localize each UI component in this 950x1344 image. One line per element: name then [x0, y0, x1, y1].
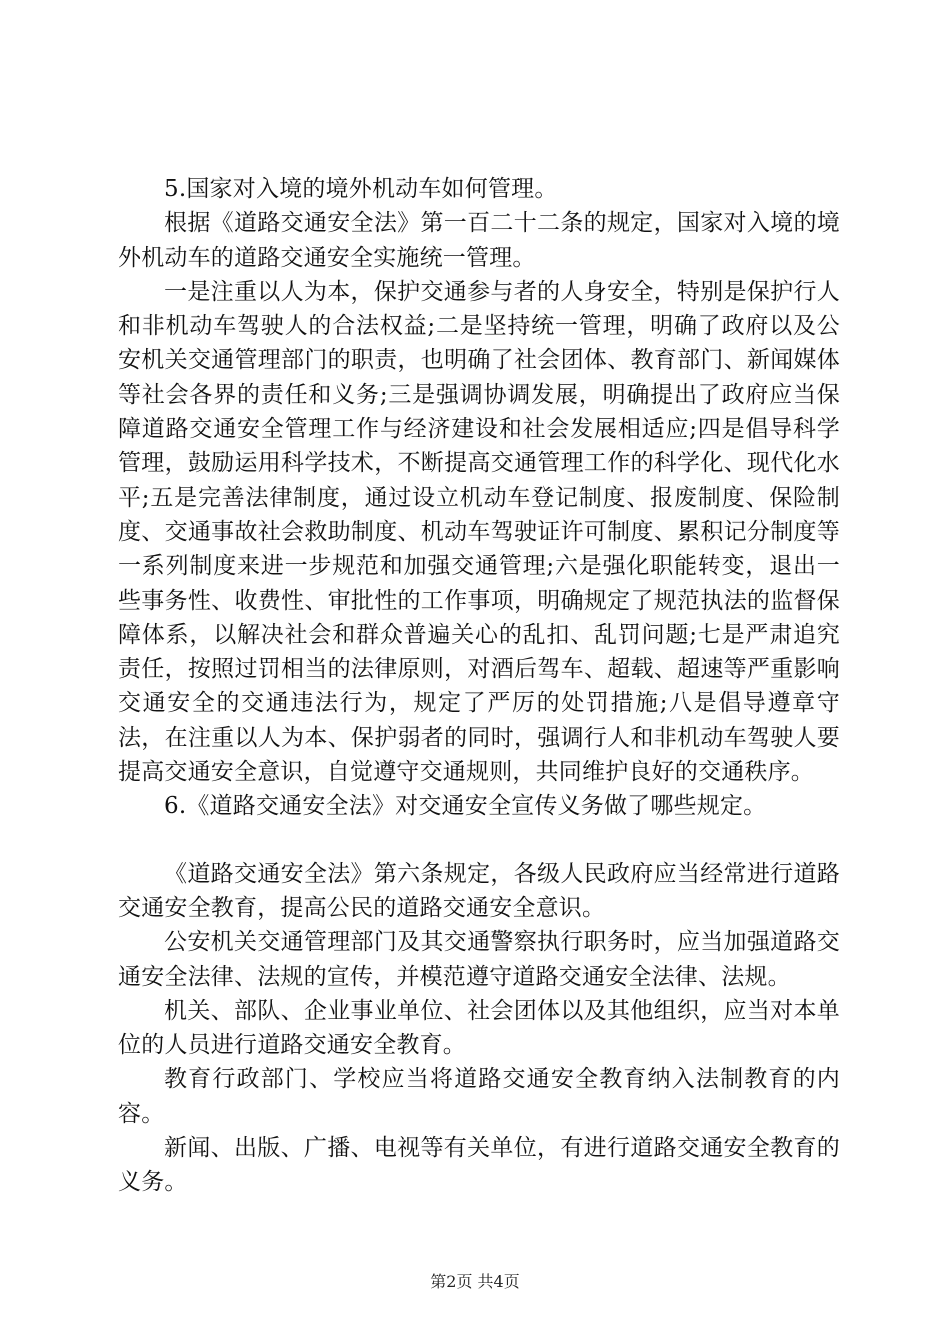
- answer-paragraph: 公安机关交通管理部门及其交通警察执行职务时，应当加强道路交通安全法律、法规的宣传，并模范遵守道路交通安全法律、法规。: [118, 929, 840, 990]
- answer-paragraph: 新闻、出版、广播、电视等有关单位，有进行道路交通安全教育的义务。: [118, 1135, 840, 1196]
- answer-paragraph: 根据《道路交通安全法》第一百二十二条的规定，国家对入境的境外机动车的道路交通安全实施统一管理。: [118, 210, 840, 271]
- answer-paragraph: 一是注重以人为本，保护交通参与者的人身安全，特别是保护行人和非机动车驾驶人的合法权益;二是坚持统一管理，明确了政府以及公安机关交通管理部门的职责，也明确了社会团体、教育部门、新闻媒体等社会各界的责任和义务;三是强调协调发展，明确提出了政府应当保障道路交通安全管理工作与经济建设和社会发展相适应;四是倡导科学管理，鼓励运用科学技术，不断提高交通管理工作的科学化、现代化水平;五是完善法律制度，通过设立机动车登记制度、报废制度、保险制度、交通事故社会救助制度、机动车驾驶证许可制度、累积记分制度等一系列制度来进一步规范和加强交通管理;六是强化职能转变，退出一些事务性、收费性、审批性的工作事项，明确规定了规范执法的监督保障体系，以解决社会和群众普遍关心的乱扣、乱罚问题;七是严肃追究责任，按照过罚相当的法律原则，对酒后驾车、超载、超速等严重影响交通安全的交通违法行为，规定了严厉的处罚措施;八是倡导遵章守法，在注重以人为本、保护弱者的同时，强调行人和非机动车驾驶人要提高交通安全意识，自觉遵守交通规则，共同维护良好的交通秩序。: [118, 278, 840, 786]
- answer-paragraph: 教育行政部门、学校应当将道路交通安全教育纳入法制教育的内容。: [118, 1066, 840, 1127]
- page-number-footer: 第2页 共4页: [430, 1272, 520, 1291]
- answer-paragraph: 机关、部队、企业事业单位、社会团体以及其他组织，应当对本单位的人员进行道路交通安全教育。: [118, 997, 840, 1059]
- question-heading-5: 5.国家对入境的境外机动车如何管理。: [164, 176, 558, 202]
- question-heading-6: 6.《道路交通安全法》对交通安全宣传义务做了哪些规定。: [164, 793, 767, 820]
- document-body: [118, 172, 840, 1200]
- paragraph-gap: [118, 824, 840, 857]
- answer-paragraph: 《道路交通安全法》第六条规定，各级人民政府应当经常进行道路交通安全教育，提高公民的道路交通安全意识。: [118, 860, 840, 921]
